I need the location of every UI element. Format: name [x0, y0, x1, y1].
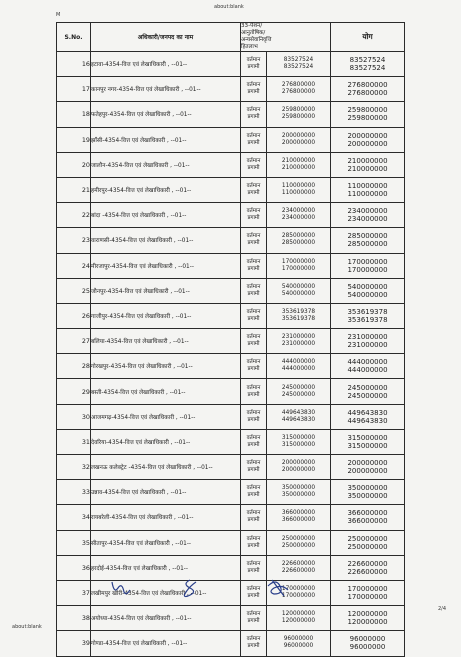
amount-progressive: 259800000: [281, 114, 316, 121]
header-scheme-line: हितलाभ: [241, 44, 258, 50]
row-officer-name: कानपुर नगर-4354-वित्त एवं लेखाधिकारी , --01--: [91, 77, 241, 102]
total-progressive: 83527524: [349, 64, 386, 73]
row-amount: [267, 404, 331, 429]
amount-progressive: 170000000: [281, 593, 316, 600]
row-amount: [267, 505, 331, 530]
row-sno: 38: [57, 606, 91, 631]
row-amount: [267, 329, 331, 354]
status-progressive: प्रगामी: [247, 139, 260, 146]
amount-current: 200000000: [281, 132, 316, 139]
row-sno: 22: [57, 203, 91, 228]
row-amount: [267, 480, 331, 505]
amount-progressive: 234000000: [281, 215, 316, 222]
row-status: [241, 152, 267, 177]
total-current: 200000000: [347, 131, 388, 140]
row-amount: [267, 379, 331, 404]
status-progressive: प्रगामी: [247, 290, 260, 297]
status-current: वर्तमान: [246, 183, 261, 190]
total-current: 250000000: [347, 534, 388, 543]
amount-progressive: 120000000: [281, 618, 316, 625]
table-row: [57, 354, 405, 379]
total-progressive: 110000000: [347, 190, 388, 199]
table-row: [57, 303, 405, 328]
row-amount: [267, 530, 331, 555]
table-row: [57, 505, 405, 530]
signature-1: [108, 576, 138, 600]
amount-current: 226600000: [281, 560, 316, 567]
status-progressive: प्रगामी: [247, 341, 260, 348]
row-sno: 37: [57, 580, 91, 605]
table-row: [57, 379, 405, 404]
total-progressive: 120000000: [347, 618, 388, 627]
row-total: [331, 127, 405, 152]
total-progressive: 234000000: [347, 215, 388, 224]
total-current: 96000000: [349, 635, 386, 644]
amount-current: 315000000: [281, 434, 316, 441]
footer-url: about:blank: [12, 624, 42, 630]
total-current: 540000000: [347, 282, 388, 291]
total-current: 226600000: [347, 559, 388, 568]
row-sno: 31: [57, 429, 91, 454]
status-progressive: प्रगामी: [247, 215, 260, 222]
row-sno: 18: [57, 102, 91, 127]
row-amount: [267, 77, 331, 102]
status-progressive: प्रगामी: [247, 517, 260, 524]
row-sno: 26: [57, 303, 91, 328]
total-progressive: 226600000: [347, 567, 388, 576]
row-status: [241, 278, 267, 303]
total-current: 259800000: [347, 106, 388, 115]
row-amount: [267, 303, 331, 328]
status-current: वर्तमान: [246, 283, 261, 290]
row-officer-name: जालौन-4354-वित्त एवं लेखाधिकारी , --01--: [91, 152, 241, 177]
amount-current: 366000000: [281, 510, 316, 517]
total-progressive: 259800000: [347, 114, 388, 123]
row-officer-name: लखीमपुर खीरी-4354-वित्त एवं लेखाधिकारी , --01--: [91, 580, 241, 605]
total-current: 234000000: [347, 207, 388, 216]
row-total: [331, 404, 405, 429]
browser-corner-label: M: [56, 12, 61, 18]
row-total: [331, 278, 405, 303]
amount-progressive: 200000000: [281, 467, 316, 474]
status-progressive: प्रगामी: [247, 190, 260, 197]
row-amount: [267, 631, 331, 656]
amount-current: 353619378: [281, 308, 316, 315]
row-status: [241, 303, 267, 328]
status-progressive: प्रगामी: [247, 366, 260, 373]
row-status: [241, 455, 267, 480]
total-current: 366000000: [347, 509, 388, 518]
amount-progressive: 315000000: [281, 441, 316, 448]
amount-progressive: 449643830: [281, 416, 316, 423]
total-progressive: 449643830: [347, 416, 388, 425]
table-row: [57, 480, 405, 505]
total-progressive: 200000000: [347, 467, 388, 476]
header-total: योग: [331, 23, 405, 52]
total-current: 245000000: [347, 383, 388, 392]
row-sno: 24: [57, 253, 91, 278]
status-progressive: प्रगामी: [247, 240, 260, 247]
signature-3: [262, 576, 296, 600]
row-total: [331, 631, 405, 656]
amount-current: 250000000: [281, 535, 316, 542]
row-sno: 19: [57, 127, 91, 152]
row-status: [241, 52, 267, 77]
row-total: [331, 203, 405, 228]
row-officer-name: देवरिया-4354-वित्त एवं लेखाधिकारी , --01--: [91, 429, 241, 454]
status-current: वर्तमान: [246, 57, 261, 64]
row-total: [331, 455, 405, 480]
amount-progressive: 226600000: [281, 567, 316, 574]
row-sno: 21: [57, 177, 91, 202]
row-status: [241, 127, 267, 152]
row-officer-name: जौनपुर-4354-वित्त एवं लेखाधिकारी , --01--: [91, 278, 241, 303]
status-current: वर्तमान: [246, 460, 261, 467]
status-progressive: प्रगामी: [247, 441, 260, 448]
row-total: [331, 177, 405, 202]
total-progressive: 210000000: [347, 164, 388, 173]
total-current: 210000000: [347, 156, 388, 165]
total-progressive: 285000000: [347, 240, 388, 249]
row-total: [331, 505, 405, 530]
row-sno: 23: [57, 228, 91, 253]
total-progressive: 366000000: [347, 517, 388, 526]
amount-progressive: 285000000: [281, 240, 316, 247]
row-total: [331, 354, 405, 379]
row-status: [241, 631, 267, 656]
amount-current: 210000000: [281, 157, 316, 164]
row-total: [331, 580, 405, 605]
total-current: 449643830: [347, 408, 388, 417]
amount-progressive: 276800000: [281, 89, 316, 96]
total-progressive: 276800000: [347, 89, 388, 98]
amount-progressive: 110000000: [281, 190, 316, 197]
table-row: [57, 631, 405, 656]
row-sno: 35: [57, 530, 91, 555]
total-current: 315000000: [347, 433, 388, 442]
total-current: 83527524: [349, 56, 386, 65]
total-current: 200000000: [347, 459, 388, 468]
total-progressive: 200000000: [347, 139, 388, 148]
amount-progressive: 250000000: [281, 542, 316, 549]
amount-current: 444000000: [281, 359, 316, 366]
row-officer-name: अयोध्या-4354-वित्त एवं लेखाधिकारी , --01--: [91, 606, 241, 631]
amount-current: 245000000: [281, 384, 316, 391]
total-progressive: 170000000: [347, 593, 388, 602]
allocation-table: [56, 22, 405, 657]
row-amount: [267, 354, 331, 379]
row-amount: [267, 228, 331, 253]
amount-current: 276800000: [281, 82, 316, 89]
row-sno: 39: [57, 631, 91, 656]
status-progressive: प्रगामी: [247, 265, 260, 272]
header-scheme-line: आनुतोषिक/: [241, 30, 266, 36]
row-status: [241, 77, 267, 102]
status-current: वर्तमान: [246, 510, 261, 517]
status-current: वर्तमान: [246, 434, 261, 441]
row-status: [241, 203, 267, 228]
row-total: [331, 329, 405, 354]
total-progressive: 540000000: [347, 290, 388, 299]
row-officer-name: वाराणसी-4354-वित्त एवं लेखाधिकारी , --01--: [91, 228, 241, 253]
amount-current: 83527524: [283, 57, 314, 64]
table-row: [57, 52, 405, 77]
row-total: [331, 77, 405, 102]
row-amount: [267, 102, 331, 127]
row-total: [331, 530, 405, 555]
status-current: वर्तमान: [246, 359, 261, 366]
table-row: [57, 530, 405, 555]
total-progressive: 170000000: [347, 265, 388, 274]
total-current: 170000000: [347, 585, 388, 594]
amount-progressive: 350000000: [281, 492, 316, 499]
total-current: 170000000: [347, 257, 388, 266]
row-total: [331, 253, 405, 278]
row-sno: 16: [57, 52, 91, 77]
status-progressive: प्रगामी: [247, 618, 260, 625]
row-status: [241, 404, 267, 429]
row-officer-name: बांदा -4354-वित्त एवं लेखाधिकारी , --01--: [91, 203, 241, 228]
amount-progressive: 231000000: [281, 341, 316, 348]
row-sno: 17: [57, 77, 91, 102]
row-status: [241, 505, 267, 530]
status-current: वर्तमान: [246, 258, 261, 265]
amount-current: 170000000: [281, 258, 316, 265]
total-progressive: 353619378: [347, 315, 388, 324]
status-current: वर्तमान: [246, 233, 261, 240]
row-officer-name: इटावा-4354-वित्त एवं लेखाधिकारी , --01--: [91, 52, 241, 77]
status-progressive: प्रगामी: [247, 492, 260, 499]
header-scheme: [241, 23, 331, 52]
header-officer: अधिकारी/जनपद का नाम: [91, 23, 241, 52]
total-current: 231000000: [347, 333, 388, 342]
table-row: [57, 253, 405, 278]
row-officer-name: गाजीपुर-4354-वित्त एवं लेखाधिकारी , --01--: [91, 303, 241, 328]
status-current: वर्तमान: [246, 82, 261, 89]
total-current: 276800000: [347, 81, 388, 90]
row-amount: [267, 203, 331, 228]
total-current: 120000000: [347, 610, 388, 619]
status-progressive: प्रगामी: [247, 89, 260, 96]
status-current: वर्तमान: [246, 157, 261, 164]
amount-current: 200000000: [281, 460, 316, 467]
row-status: [241, 379, 267, 404]
table-row: [57, 177, 405, 202]
row-officer-name: रायबरेली-4354-वित्त एवं लेखाधिकारी , --01--: [91, 505, 241, 530]
header-scheme-line: अन्यसेवानिवृत्ति: [241, 37, 272, 43]
status-progressive: प्रगामी: [247, 64, 260, 71]
status-current: वर्तमान: [246, 334, 261, 341]
row-total: [331, 102, 405, 127]
status-current: वर्तमान: [246, 611, 261, 618]
row-officer-name: आजमगढ़-4354-वित्त एवं लेखाधिकारी , --01--: [91, 404, 241, 429]
table-row: [57, 329, 405, 354]
status-current: वर्तमान: [246, 485, 261, 492]
row-status: [241, 354, 267, 379]
row-amount: [267, 455, 331, 480]
table-row: [57, 278, 405, 303]
signature-2: [178, 576, 208, 600]
row-officer-name: गोरखपुर-4354-वित्त एवं लेखाधिकारी , --01--: [91, 354, 241, 379]
status-current: वर्तमान: [246, 208, 261, 215]
status-progressive: प्रगामी: [247, 114, 260, 121]
table-row: [57, 203, 405, 228]
amount-progressive: 353619378: [281, 315, 316, 322]
status-current: वर्तमान: [246, 132, 261, 139]
row-status: [241, 530, 267, 555]
total-progressive: 250000000: [347, 542, 388, 551]
row-total: [331, 152, 405, 177]
amount-current: 449643830: [281, 409, 316, 416]
amount-current: 234000000: [281, 208, 316, 215]
row-amount: [267, 278, 331, 303]
row-amount: [267, 152, 331, 177]
amount-current: 96000000: [283, 636, 314, 643]
table-row: [57, 404, 405, 429]
row-total: [331, 379, 405, 404]
status-progressive: प्रगामी: [247, 164, 260, 171]
row-sno: 27: [57, 329, 91, 354]
row-total: [331, 228, 405, 253]
row-officer-name: लखनऊ कलेक्ट्रेट -4354-वित्त एवं लेखाधिकारी , --01--: [91, 455, 241, 480]
row-sno: 36: [57, 555, 91, 580]
amount-current: 285000000: [281, 233, 316, 240]
status-progressive: प्रगामी: [247, 416, 260, 423]
row-status: [241, 102, 267, 127]
row-officer-name: मीरजापुर-4354-वित्त एवं लेखाधिकारी , --01--: [91, 253, 241, 278]
amount-progressive: 210000000: [281, 164, 316, 171]
row-total: [331, 555, 405, 580]
row-amount: [267, 429, 331, 454]
row-status: [241, 253, 267, 278]
row-officer-name: बलिया-4354-वित्त एवं लेखाधिकारी , --01--: [91, 329, 241, 354]
status-progressive: प्रगामी: [247, 391, 260, 398]
table-row: [57, 455, 405, 480]
row-total: [331, 480, 405, 505]
amount-progressive: 96000000: [283, 643, 314, 650]
table-row: [57, 429, 405, 454]
row-officer-name: हमीरपुर-4354-वित्त एवं लेखाधिकारी , --01--: [91, 177, 241, 202]
amount-progressive: 366000000: [281, 517, 316, 524]
total-progressive: 350000000: [347, 492, 388, 501]
status-current: वर्तमान: [246, 560, 261, 567]
row-sno: 32: [57, 455, 91, 480]
row-amount: [267, 253, 331, 278]
amount-current: 350000000: [281, 485, 316, 492]
amount-progressive: 444000000: [281, 366, 316, 373]
table-row: [57, 127, 405, 152]
row-officer-name: गोण्डा-4354-वित्त एवं लेखाधिकारी , --01--: [91, 631, 241, 656]
status-current: वर्तमान: [246, 535, 261, 542]
table-row: [57, 152, 405, 177]
amount-progressive: 200000000: [281, 139, 316, 146]
row-officer-name: फतेहपुर-4354-वित्त एवं लेखाधिकारी , --01--: [91, 102, 241, 127]
total-progressive: 231000000: [347, 341, 388, 350]
browser-tab-title: about:blank: [214, 4, 244, 10]
row-sno: 34: [57, 505, 91, 530]
row-status: [241, 177, 267, 202]
status-progressive: प्रगामी: [247, 542, 260, 549]
page-number: 2/4: [438, 606, 447, 612]
row-sno: 33: [57, 480, 91, 505]
row-status: [241, 329, 267, 354]
table-row: [57, 102, 405, 127]
total-progressive: 444000000: [347, 366, 388, 375]
total-current: 350000000: [347, 484, 388, 493]
total-current: 444000000: [347, 358, 388, 367]
status-progressive: प्रगामी: [247, 567, 260, 574]
status-current: वर्तमान: [246, 107, 261, 114]
row-sno: 20: [57, 152, 91, 177]
amount-current: 110000000: [281, 183, 316, 190]
status-progressive: प्रगामी: [247, 593, 260, 600]
row-sno: 28: [57, 354, 91, 379]
total-progressive: 315000000: [347, 441, 388, 450]
total-current: 110000000: [347, 182, 388, 191]
status-current: वर्तमान: [246, 308, 261, 315]
row-sno: 29: [57, 379, 91, 404]
status-progressive: प्रगामी: [247, 315, 260, 322]
total-progressive: 96000000: [349, 643, 386, 652]
row-status: [241, 228, 267, 253]
status-current: वर्तमान: [246, 636, 261, 643]
row-amount: [267, 177, 331, 202]
status-progressive: प्रगामी: [247, 467, 260, 474]
row-status: [241, 606, 267, 631]
table-row: [57, 606, 405, 631]
header-scheme-line: 33-पेंशन/: [241, 23, 263, 29]
status-current: वर्तमान: [246, 409, 261, 416]
total-current: 285000000: [347, 232, 388, 241]
row-officer-name: सीतापुर-4354-वित्त एवं लेखाधिकारी , --01--: [91, 530, 241, 555]
row-officer-name: हरदोई-4354-वित्त एवं लेखाधिकारी , --01--: [91, 555, 241, 580]
header-sno: S.No.: [57, 23, 91, 52]
status-current: वर्तमान: [246, 586, 261, 593]
amount-progressive: 540000000: [281, 290, 316, 297]
table-row: [57, 228, 405, 253]
amount-progressive: 245000000: [281, 391, 316, 398]
row-sno: 25: [57, 278, 91, 303]
row-status: [241, 480, 267, 505]
row-officer-name: बस्ती-4354-वित्त एवं लेखाधिकारी , --01--: [91, 379, 241, 404]
total-current: 353619378: [347, 307, 388, 316]
row-status: [241, 429, 267, 454]
amount-progressive: 170000000: [281, 265, 316, 272]
row-officer-name: उन्नाव-4354-वित्त एवं लेखाधिकारी , --01--: [91, 480, 241, 505]
row-amount: [267, 127, 331, 152]
row-amount: [267, 606, 331, 631]
row-total: [331, 429, 405, 454]
status-current: वर्तमान: [246, 384, 261, 391]
row-total: [331, 606, 405, 631]
row-total: [331, 303, 405, 328]
amount-current: 231000000: [281, 334, 316, 341]
table-row: [57, 77, 405, 102]
status-progressive: प्रगामी: [247, 643, 260, 650]
amount-current: 259800000: [281, 107, 316, 114]
row-officer-name: झाँसी-4354-वित्त एवं लेखाधिकारी , --01--: [91, 127, 241, 152]
row-amount: [267, 52, 331, 77]
total-progressive: 245000000: [347, 391, 388, 400]
amount-current: 540000000: [281, 283, 316, 290]
row-sno: 30: [57, 404, 91, 429]
amount-current: 170000000: [281, 586, 316, 593]
amount-progressive: 83527524: [283, 64, 314, 71]
row-total: [331, 52, 405, 77]
amount-current: 120000000: [281, 611, 316, 618]
